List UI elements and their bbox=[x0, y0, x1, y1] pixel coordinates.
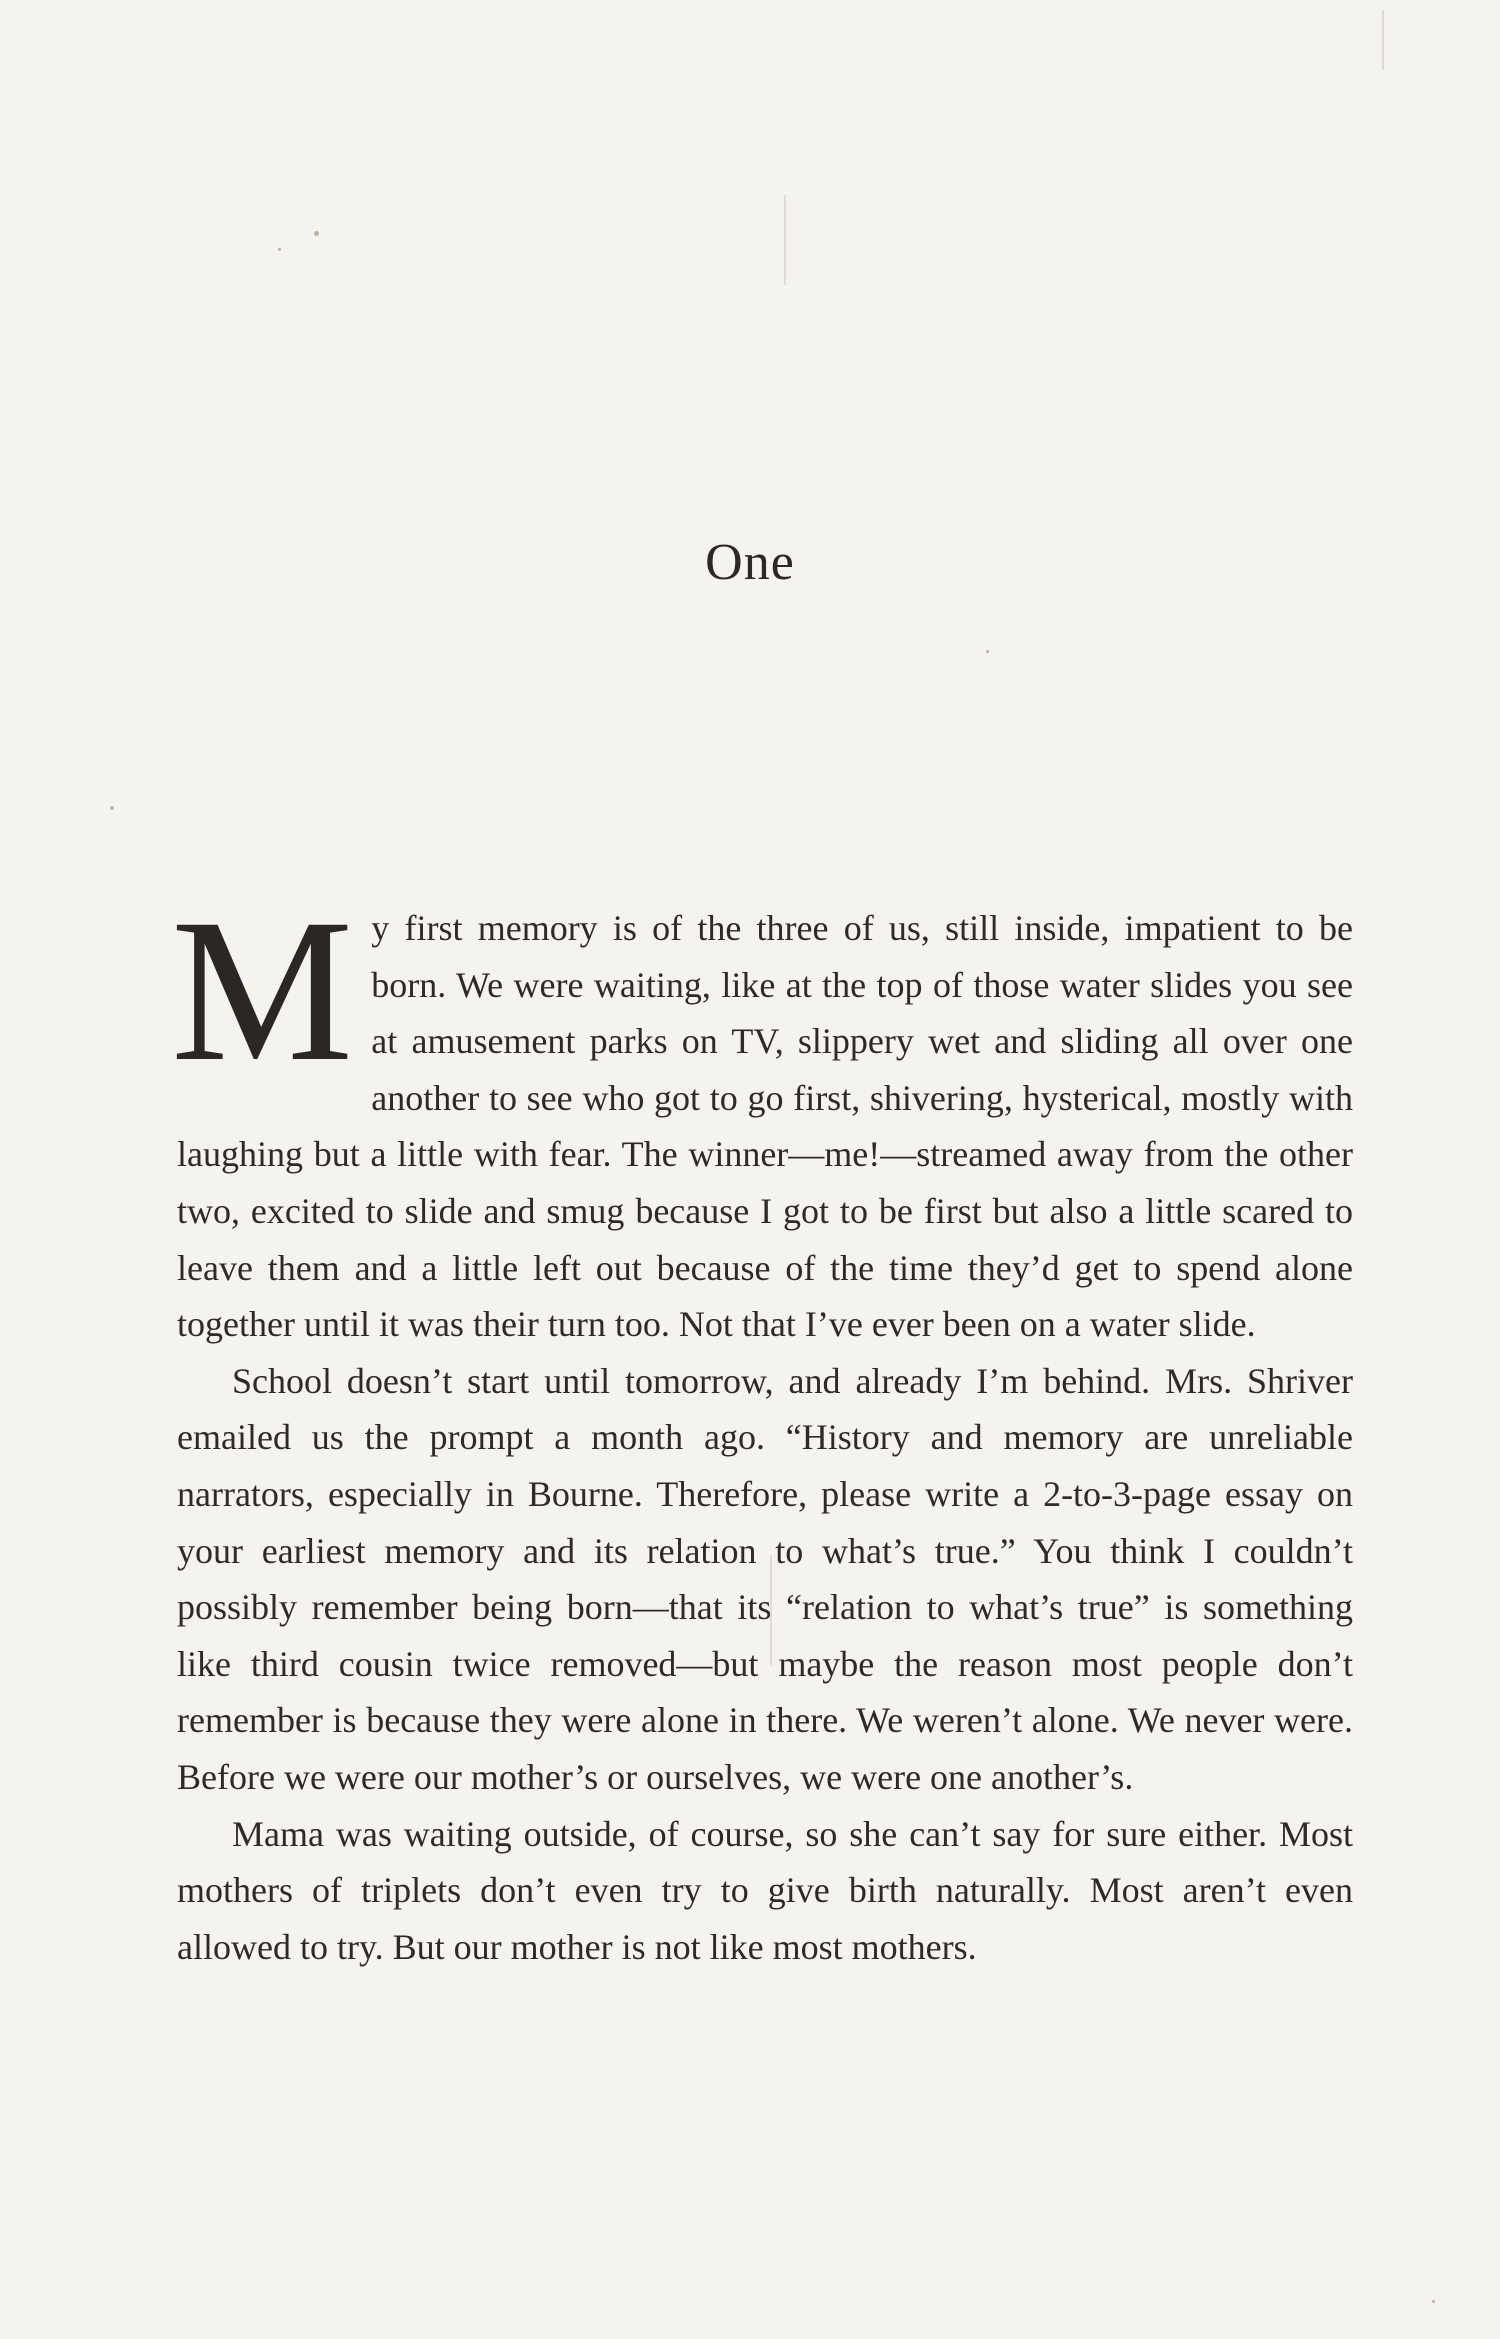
paragraph-1 bbox=[171, 877, 1353, 1353]
paragraph-3: Mama was waiting outside, of course, so she can’t say for sure either. Most mothers of triplets don’t even try to give birth naturally. Most aren’t even allowed to try. But our mother is not like most mothers. bbox=[177, 1813, 1353, 1967]
scan-speck bbox=[314, 231, 319, 236]
scan-speck bbox=[986, 650, 989, 653]
scan-speck bbox=[110, 806, 114, 810]
drop-cap: M bbox=[171, 877, 354, 1104]
chapter-body bbox=[171, 877, 1353, 1975]
paragraph-1-text: y first memory is of the three of us, still inside, impatient to be born. We were waiting, like at the top of those water slides you see at amusement parks on TV, slippery wet and sliding all over one another to see who got to go first, shivering, hysterical, mostly with laughing but a little with fear. The winner—me!—streamed away from the other two, excited to slide and smug because I got to be first but also a little scared to leave them and a little left out because of the time they’d get to spend alone together until it was their turn too. Not that I’ve ever been on a water slide. bbox=[177, 908, 1353, 1345]
paragraph-2: School doesn’t start until tomorrow, and already I’m behind. Mrs. Shriver emailed us the prompt a month ago. “History and memory are unreliable narrators, especially in Bourne. Therefore, please write a 2-to-3-page essay on your earliest memory and its relation to what’s true.” You think I couldn’t possibly remember being born—that its “relation to what’s true” is something like third cousin twice removed—but maybe the reason most people don’t remember is because they were alone in there. We weren’t alone. We never were. Before we were our mother’s or ourselves, we were one another’s. bbox=[177, 1360, 1353, 1797]
scan-speck bbox=[1432, 2300, 1435, 2303]
scan-streak bbox=[784, 195, 786, 285]
chapter-title: One bbox=[705, 533, 795, 591]
scan-streak bbox=[1382, 10, 1384, 70]
scan-speck bbox=[278, 248, 281, 251]
